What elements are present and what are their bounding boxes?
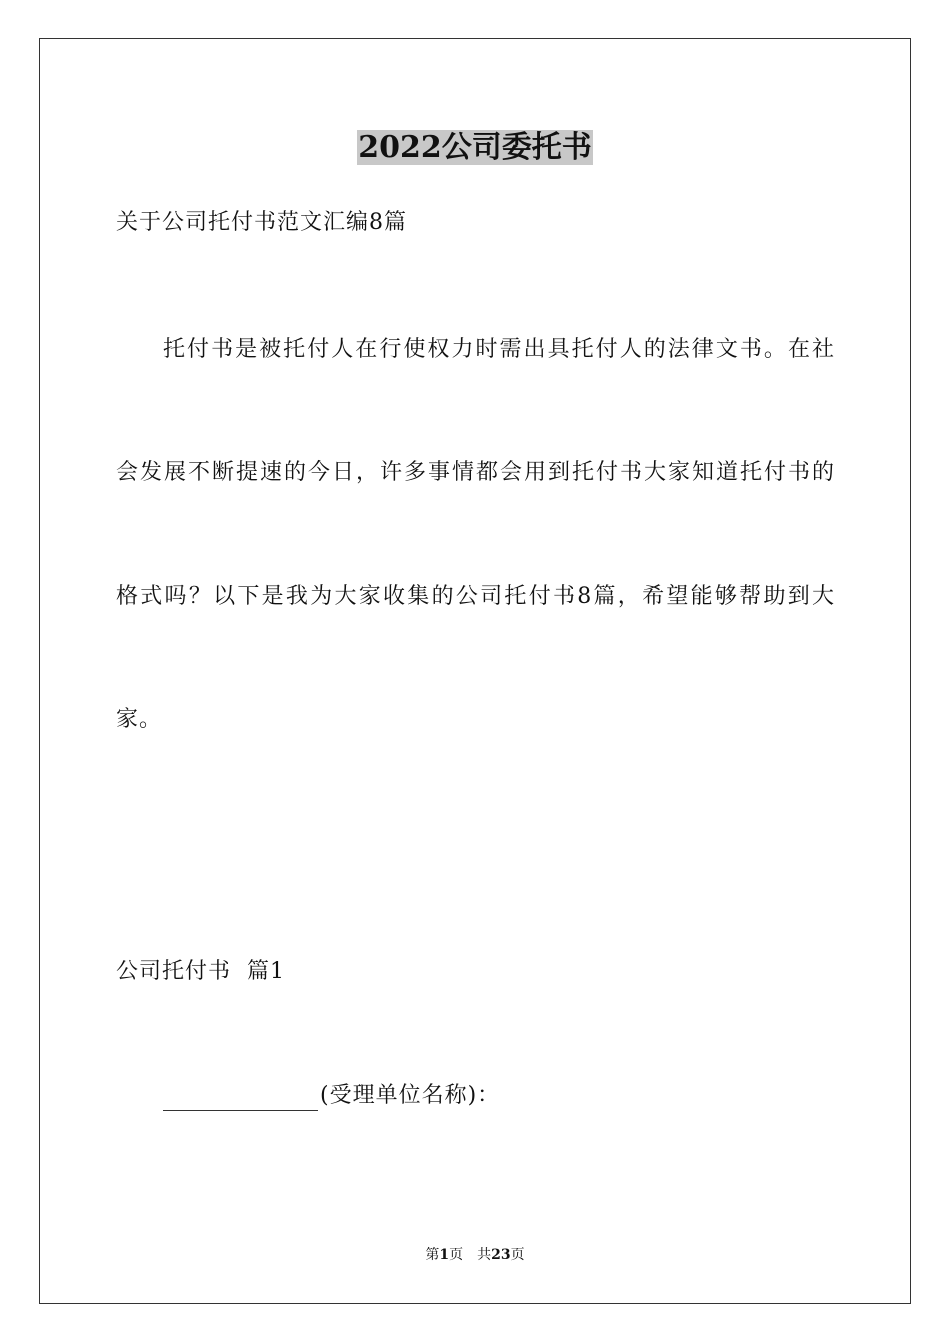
intro-line-1: 托付书是被托付人在行使权力时需出具托付人的法律文书。在社: [163, 337, 834, 362]
intro-line-2: 会发展不断提速的今日，许多事情都会用到托付书大家知道托付书的: [116, 460, 834, 485]
footer-total-pages: 23: [491, 1247, 511, 1263]
addressee-suffix: (受理单位名称)：: [320, 1083, 501, 1108]
intro-line-3: 格式吗？以下是我为大家收集的公司托付书8篇，希望能够帮助到大: [116, 584, 834, 609]
document-subtitle: 关于公司托付书范文汇编8篇: [116, 210, 407, 235]
intro-line-4: 家。: [116, 707, 163, 732]
footer-page-prefix: 第: [425, 1247, 440, 1263]
footer-page-suffix: 页: [510, 1247, 525, 1263]
blank-fill-line: [163, 1088, 318, 1111]
document-title: [0, 128, 950, 168]
section-heading: 公司托付书 篇1: [116, 959, 285, 984]
footer-page-number: 1: [439, 1247, 450, 1263]
addressee-line: [163, 1081, 834, 1111]
document-title-text: 2022公司委托书: [358, 130, 592, 165]
page-footer: [0, 1245, 950, 1265]
footer-page-mid: 页 共: [449, 1247, 492, 1263]
